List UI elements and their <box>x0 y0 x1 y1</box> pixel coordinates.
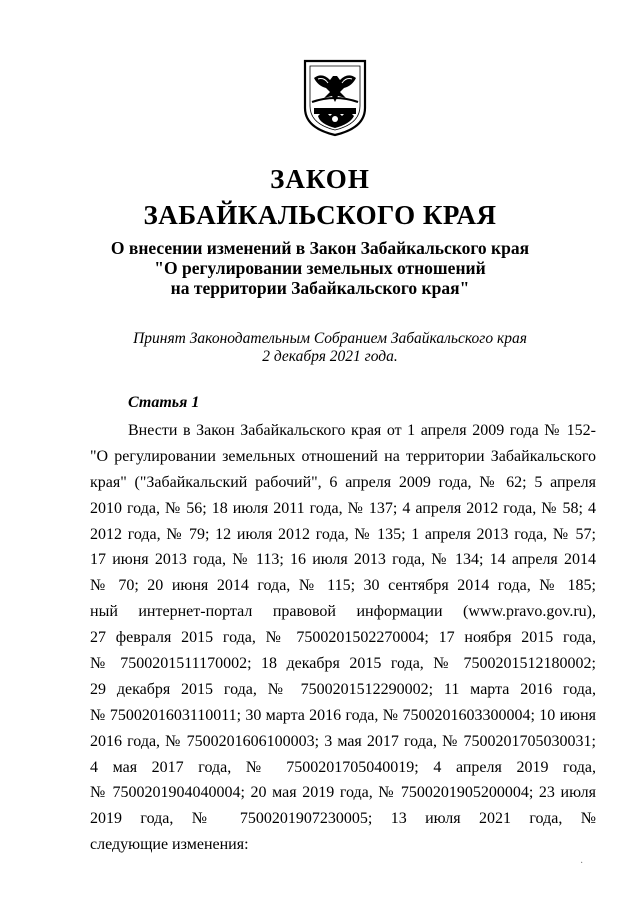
body-line: следующие изменения: <box>90 836 249 854</box>
body-line: 29 декабря 2015 года, № 7500201512290002; 11 марта 2016 года, <box>90 680 596 698</box>
body-line: 2012 года, № 79; 12 июля 2012 года, № 135; 1 апреля 2013 года, № 57; <box>90 525 596 543</box>
law-subtitle <box>0 238 640 298</box>
region-title: ЗАБАЙКАЛЬСКОГО КРАЯ <box>143 200 497 230</box>
body-line: 2019 года, № 7500201907230005; 13 июля 2021 года, № <box>90 810 596 828</box>
body-line: Внести в Закон Забайкальского края от 1 апреля 2009 года № 152- <box>128 422 596 439</box>
body-line: № 7500201603110011; 30 марта 2016 года, № 7500201603300004; 10 июня <box>90 706 596 724</box>
body-line: 17 июня 2013 года, № 113; 16 июля 2013 года, № 134; 14 апреля 2014 <box>90 551 596 569</box>
scan-speck: · <box>580 858 584 869</box>
body-line: 2016 года, № 7500201606100003; 3 мая 2017 года, № 7500201705030031; <box>90 732 596 750</box>
body-line: № 70; 20 июня 2014 года, № 115; 30 сентября 2014 года, № 185; <box>90 577 596 595</box>
law-title: ЗАКОН <box>270 164 370 194</box>
article-heading: Статья 1 <box>128 394 200 411</box>
body-line: ный интернет-портал правовой информации (www.pravo.gov.ru), <box>90 603 596 621</box>
body-line: края" ("Забайкальский рабочий", 6 апреля 2009 года, № 62; 5 апреля <box>90 473 596 491</box>
coat-of-arms-icon <box>300 58 370 138</box>
adoption-line: Принят Законодательным Собранием Забайкальского края <box>133 330 527 347</box>
adoption-note <box>0 330 640 366</box>
article-body <box>90 418 596 858</box>
body-line: 4 мая 2017 года, № 7500201705040019; 4 апреля 2019 года, <box>90 758 596 776</box>
body-line: 2010 года, № 56; 18 июля 2011 года, № 137; 4 апреля 2012 года, № 58; 4 <box>90 499 596 517</box>
body-line: 27 февраля 2015 года, № 7500201502270004; 17 ноября 2015 года, <box>90 629 596 647</box>
subtitle-line: О внесении изменений в Закон Забайкальского края <box>110 238 530 258</box>
subtitle-line: на территории Забайкальского края" <box>170 278 470 298</box>
body-line: № 7500201511170002; 18 декабря 2015 года, № 7500201512180002; <box>90 655 596 673</box>
body-line: "О регулировании земельных отношений на территории Забайкальского <box>90 447 596 465</box>
body-line: № 7500201904040004; 20 мая 2019 года, № 7500201905200004; 23 июля <box>90 784 596 802</box>
adoption-date: 2 декабря 2021 года. <box>262 348 398 365</box>
subtitle-line: "О регулировании земельных отношений <box>154 258 486 278</box>
